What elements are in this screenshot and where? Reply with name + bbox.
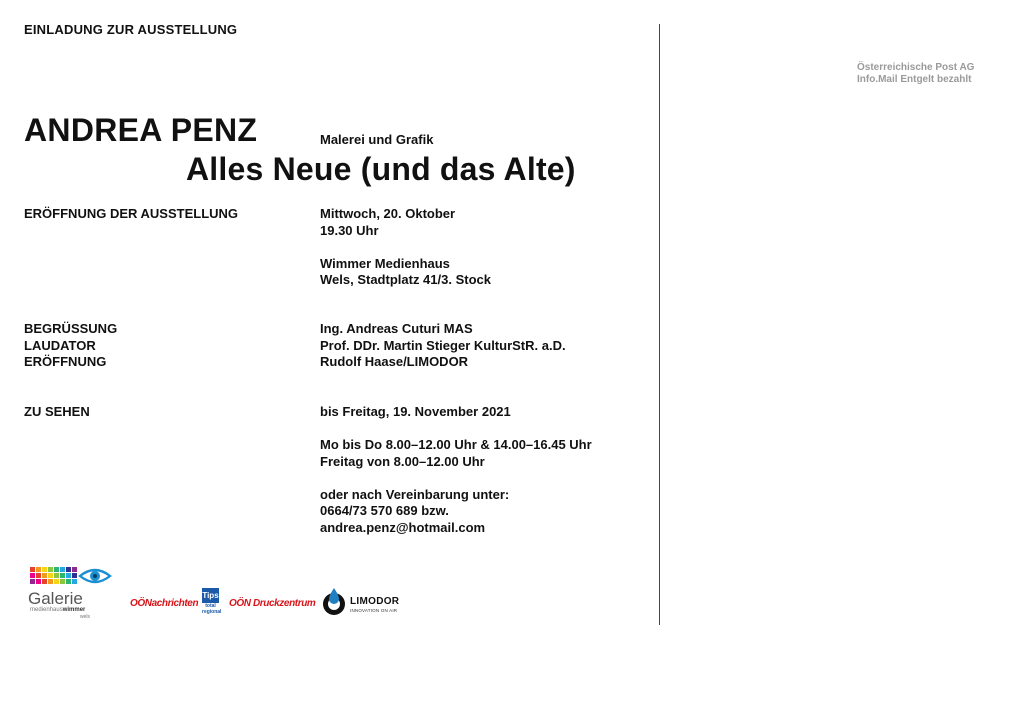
viewing-until: bis Freitag, 19. November 2021 [320,404,511,419]
postcard-divider [659,24,660,625]
ooe-nachrichten-logo: OÖNachrichten [130,598,199,609]
galerie-subline: medienhauswimmer [30,607,86,613]
opening-details [320,206,491,289]
limodor-logo [321,587,411,617]
tips-logo [202,588,222,617]
tips-badge: Tips [202,588,219,603]
artist-subtitle: Malerei und Grafik [320,132,434,147]
speaker-roles [24,321,117,371]
artist-name: ANDREA PENZ [24,112,258,148]
opening-date: Mittwoch, 20. Oktober [320,206,456,221]
speaker-role: BEGRÜSSUNG [24,321,118,336]
speaker-name: Rudolf Haase/LIMODOR [320,354,469,369]
viewing-label: ZU SEHEN [24,404,90,419]
speaker-name: Ing. Andreas Cuturi MAS [320,321,473,336]
galerie-logo [28,563,114,625]
speaker-role: LAUDATOR [24,337,96,353]
opening-time: 19.30 Uhr [320,222,379,238]
postage-line-2: Info.Mail Entgelt bezahlt [857,74,972,85]
exhibition-title: Alles Neue (und das Alte) [186,151,576,187]
header-title: EINLADUNG ZUR AUSSTELLUNG [24,22,238,37]
limodor-drop-icon [321,587,347,617]
opening-address: Wels, Stadtplatz 41/3. Stock [320,272,491,287]
limodor-wordmark: LIMODOR [350,596,400,607]
postage-notice [857,62,974,86]
opening-label: ERÖFFNUNG DER AUSSTELLUNG [24,206,239,221]
viewing-hours-weekday: Mo bis Do 8.00–12.00 Uhr & 14.00–16.45 Uhr [320,437,592,452]
opening-venue: Wimmer Medienhaus [320,255,450,271]
speaker-names [320,321,566,371]
tips-subline: total regional [202,603,222,615]
ooe-druckzentrum-logo: OÖN Druckzentrum [229,598,316,609]
contact-intro: oder nach Vereinbarung unter: [320,486,510,502]
galerie-city: wels [80,614,91,620]
speaker-role: ERÖFFNUNG [24,354,107,369]
postage-line-1: Österreichische Post AG [857,62,975,73]
speaker-name: Prof. DDr. Martin Stieger KulturStR. a.D. [320,337,566,353]
viewing-details [320,404,592,536]
limodor-tagline: INNOVATION ON AIR [350,608,398,613]
contact-phone: 0664/73 570 689 bzw. [320,503,449,518]
galerie-wordmark: Galerie [28,589,83,608]
contact-email: andrea.penz@hotmail.com [320,519,486,535]
viewing-hours-friday: Freitag von 8.00–12.00 Uhr [320,453,485,469]
